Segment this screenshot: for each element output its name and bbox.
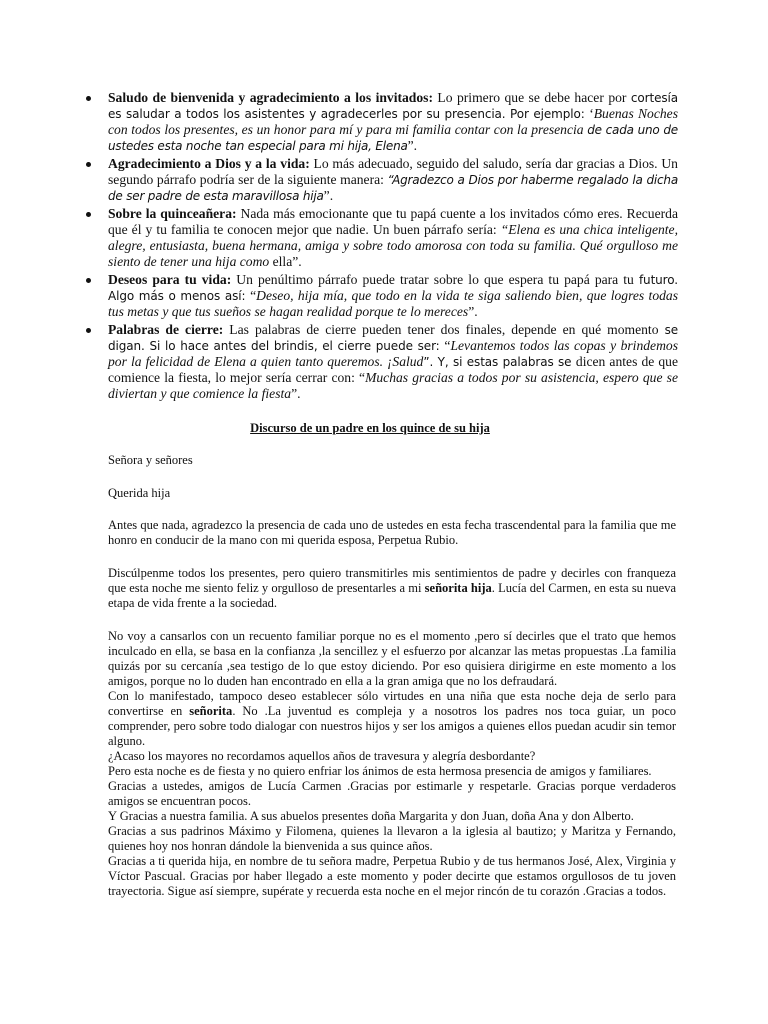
speech-paragraph: Gracias a ustedes, amigos de Lucía Carmen .Gracias por estimarle y respetarle. Gracias porque verdaderos amigos se encuentran pocos. <box>108 779 676 808</box>
tip-quote: Buenas Noches con todos los presentes, es un honor para mí y para mi familia contar con la presencia <box>108 106 678 137</box>
tip-text: ”. <box>292 254 302 269</box>
paragraph-text: Discúlpenme todos los presentes, pero quiero transmitirles mis sentimientos de padre y decirles con franqueza que esta noche me siento feliz y orgulloso de presentarles a mi <box>108 566 676 595</box>
tip-text: ”. <box>291 386 301 401</box>
bullet-icon <box>86 162 91 167</box>
paragraph-emphasis: señorita hija <box>424 581 492 595</box>
tip-text: dicen antes de que comience la fiesta, lo mejor sería cerrar con: “ <box>108 354 679 385</box>
tip-text: Un penúltimo párrafo puede tratar sobre lo que espera tu papá para tu <box>231 272 639 287</box>
tip-text: ”. <box>407 138 418 153</box>
tip-quote: Deseo, hija mía, que todo en la vida te siga saliendo bien, que logres todas tus metas y que tus sueños se hagan realidad porque te lo mereces <box>108 288 679 319</box>
speech-paragraph: Y Gracias a nuestra familia. A sus abuelos presentes doña Margarita y don Juan, doña Ana y don Alberto. <box>108 809 634 823</box>
tip-quote: Levantemos todos las copas y brindemos por la felicidad de Elena a quien tanto queremos. ¡Salud <box>108 338 678 369</box>
list-item <box>108 206 678 270</box>
tip-text: Lo más adecuado, seguido del saludo, sería dar gracias a Dios. Un segundo párrafo podría ser de la siguiente manera: <box>108 156 678 187</box>
list-item <box>108 272 678 320</box>
speech-title: Discurso de un padre en los quince de su hija <box>250 421 490 435</box>
tip-text: futuro. Algo más o menos así: <box>108 273 678 303</box>
list-item <box>108 322 678 402</box>
tip-quote: Muchas gracias a todos por su asistencia, espero que se diviertan y que comience la fiesta <box>108 370 678 401</box>
speech-paragraph: No voy a cansarlos con un recuento familiar porque no es el momento ,pero sí decirles que el trato que hemos inculcado en ella, se basa en la confianza ,la sencillez y el esfuerzo por alcanzar las metas propuestas .La familia quizás por su cercanía ,sea testigo de lo que estoy diciendo. Por eso quisiera dirigirme en este momento a los amigos, porque no lo duden han encontrado en ella a la gran amiga que no los defraudará. <box>108 629 676 688</box>
tip-title: Agradecimiento a Dios y a la vida: <box>108 156 310 171</box>
tips-list <box>108 90 678 404</box>
tip-text: Nada más emocionante que tu papá cuente a los invitados cómo eres. Recuerda que él y tu familia te conocen mejor que nadie. Un buen párrafo sería: <box>108 206 678 237</box>
bullet-icon <box>86 278 91 283</box>
tip-quote: “Agradezco a Dios por haberme regalado la dicha de ser padre de esta maravillosa hija <box>108 173 678 203</box>
tip-title: Sobre la quinceañera: <box>108 206 237 221</box>
tip-text: se digan. Si lo hace antes del brindis, el cierre puede ser: <box>108 323 678 353</box>
tip-text: “ <box>250 288 257 303</box>
speech-body <box>108 629 676 899</box>
tip-text: Las palabras de cierre pueden tener dos finales, depende en qué momento <box>223 322 665 337</box>
paragraph-text: . Lucía del Carmen, en esta su nueva etapa de vida frente a la sociedad. <box>108 581 676 610</box>
speech-paragraph <box>108 566 676 611</box>
tip-text: ‘ <box>589 106 594 121</box>
tip-text: ella <box>272 254 293 269</box>
tip-quote: “Elena es una chica inteligente, alegre, entusiasta, buena hermana, amiga y sobre todo amorosa con toda su familia. Qué orgulloso me siento de tener una hija como <box>108 222 678 269</box>
greeting-line: Querida hija <box>108 486 171 500</box>
bullet-icon <box>86 212 91 217</box>
tip-text: ”. Y, si estas palabras se <box>423 355 576 369</box>
paragraph-text: Con lo manifestado, tampoco deseo establecer sólo virtudes en una niña que esta noche deja de serlo para convertirse en <box>108 689 676 718</box>
tip-text: ”. <box>323 188 334 203</box>
list-item <box>108 90 678 154</box>
tip-text: Lo primero que se debe hacer por <box>432 90 631 105</box>
tip-title: Deseos para tu vida: <box>108 272 232 287</box>
tip-text: cortesía es saludar a todos los asistentes y agradecerles por su presencia. Por ejemplo: <box>108 91 678 121</box>
tip-text: ”. <box>468 304 478 319</box>
speech-paragraph: ¿Acaso los mayores no recordamos aquellos años de travesura y alegría desbordante? <box>108 749 536 763</box>
speech-paragraph: Gracias a ti querida hija, en nombre de tu señora madre, Perpetua Rubio y de tus hermanos José, Alex, Virginia y Víctor Pascual. Gracias por haber llegado a este momento y poder decirte que estamos orgullosos de tu joven trayectoria. Sigue así siempre, supérate y recuerda esta noche en el mejor rincón de tu corazón .Gracias a todos. <box>108 854 676 898</box>
speech-paragraph: Gracias a sus padrinos Máximo y Filomena, quienes la llevaron a la iglesia al bautizo; y Maritza y Fernando, quienes hoy nos honran dándole la bienvenida a sus quince años. <box>108 824 676 853</box>
tip-quote: de cada uno de ustedes esta noche tan especial para mi hija, Elena <box>108 123 678 153</box>
paragraph-text: . No .La juventud es compleja y a nosotros los padres nos toca guiar, un poco comprender, pero sobre todo dialogar con nuestros hijos y ser los amigos a quienes ellos puedan acudir sin temor alguno. <box>108 704 677 748</box>
list-item <box>108 156 678 204</box>
tip-text: “ <box>444 338 451 353</box>
tip-title: Palabras de cierre: <box>108 322 224 337</box>
speech-paragraph <box>108 689 676 749</box>
greeting-line: Señora y señores <box>108 453 193 467</box>
bullet-icon <box>86 328 91 333</box>
speech-paragraph: Antes que nada, agradezco la presencia de cada uno de ustedes en esta fecha trascendental para la familia que me honro en conducir de la mano con mi querida esposa, Perpetua Rubio. <box>108 518 676 547</box>
paragraph-emphasis: señorita <box>189 704 233 718</box>
speech-paragraph: Pero esta noche es de fiesta y no quiero enfriar los ánimos de esta hermosa presencia de amigos y familiares. <box>108 764 652 778</box>
tip-title: Saludo de bienvenida y agradecimiento a los invitados: <box>108 90 433 105</box>
bullet-icon <box>86 96 91 101</box>
